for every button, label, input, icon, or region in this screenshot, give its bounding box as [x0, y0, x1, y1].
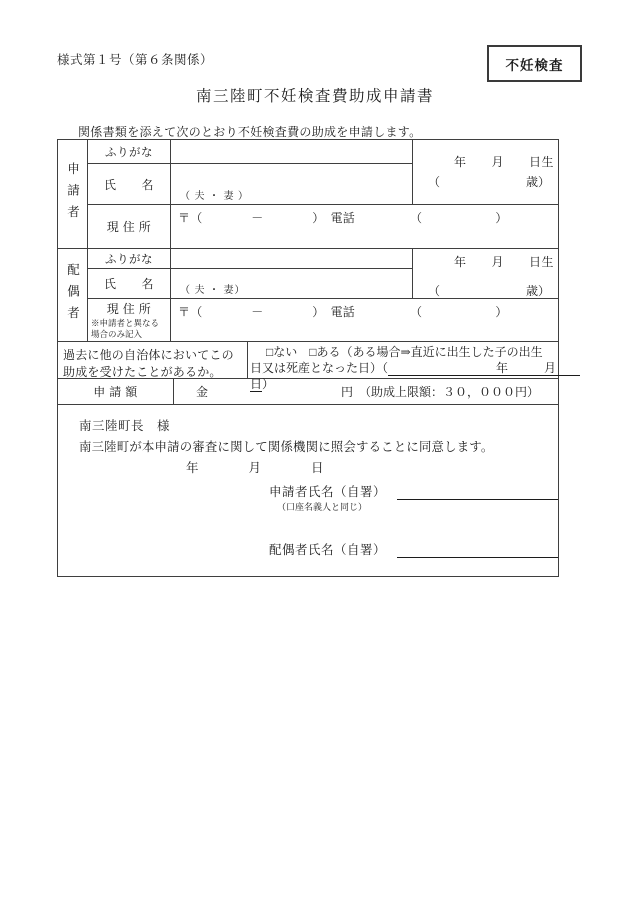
addressee-label: 南三陸町長 様	[79, 419, 171, 433]
spouse-birthdate-cell[interactable]	[413, 249, 558, 299]
history-answer-cell	[248, 342, 581, 391]
history-date-input[interactable]: 年 月 日	[250, 360, 581, 391]
intro-text: 関係書類を添えて次のとおり不妊検査費の助成を申請します。	[78, 125, 422, 139]
spouse-age-paren-open: （	[428, 284, 441, 298]
history-question-line2: 助成を受けたことがあるか。	[63, 365, 222, 380]
spouse-birthdate-label: 年 月 日生	[453, 255, 554, 269]
spouse-name-label: 氏 名	[88, 269, 171, 299]
page-title: 南三陸町不妊検査費助成申請書	[195, 88, 434, 105]
applicant-signature-input[interactable]	[397, 485, 558, 500]
spouse-address-line: 〒（ － ） 電話 （ ）	[178, 305, 508, 319]
history-date-suffix: ）	[262, 376, 275, 391]
history-date-prefix: 日又は死産となった日）（	[250, 360, 389, 375]
history-question-line1: 過去に他の自治体においてこの	[63, 348, 234, 362]
applicant-birthdate-cell[interactable]	[413, 140, 558, 205]
spouse-address-label: 現 住 所	[106, 302, 152, 317]
application-form-table	[57, 139, 581, 577]
spouse-furigana-input[interactable]	[171, 249, 413, 269]
spouse-address-input[interactable]	[171, 299, 558, 342]
form-number-label: 様式第１号（第６条関係）	[57, 53, 214, 67]
applicant-age-label: 歳）	[525, 175, 550, 189]
applicant-furigana-label: ふりがな	[88, 140, 171, 164]
spouse-couple-note: （ 夫 ・ 妻）	[180, 285, 246, 296]
spouse-signature-input[interactable]	[397, 543, 558, 558]
history-checkbox-yes[interactable]: □ある（ある場合⇒直近に出生した子の出生	[309, 345, 543, 359]
spouse-section-label: 配偶者	[65, 262, 80, 328]
applicant-couple-note: （ 夫 ・ 妻 ）	[180, 191, 249, 202]
history-question-cell	[58, 342, 248, 379]
infertility-test-tag-label: 不妊検査	[505, 57, 564, 73]
spouse-name-input[interactable]	[171, 269, 413, 299]
applicant-signature-label: 申請者氏名（自署）	[269, 485, 387, 499]
applicant-birthdate-label: 年 月 日生	[453, 155, 554, 169]
history-checkbox-no[interactable]: □ない	[266, 345, 298, 359]
amount-unit-and-cap: 円 （助成上限額：３０，０００円）	[341, 385, 540, 399]
applicant-furigana-input[interactable]	[171, 140, 413, 164]
consent-block	[58, 405, 558, 576]
amount-currency-prefix: 金	[196, 385, 209, 399]
applicant-signature-row	[269, 482, 558, 500]
amount-input-cell[interactable]	[174, 376, 558, 405]
applicant-signature-note: （口座名義人と同じ）	[277, 502, 368, 512]
consent-statement: 南三陸町が本申請の審査に関して関係機関に照会することに同意します。	[79, 440, 494, 454]
applicant-name-label: 氏 名	[88, 164, 171, 205]
spouse-section-label-cell	[58, 249, 88, 342]
spouse-address-label-cell	[88, 299, 171, 342]
spouse-address-note: ※申請者と異なる場合のみ記入	[91, 318, 160, 339]
applicant-section-label: 申請者	[65, 161, 80, 227]
amount-label: 申 請 額	[58, 379, 174, 405]
consent-date-field[interactable]: 年 月 日	[186, 461, 324, 475]
spouse-signature-row	[269, 540, 558, 558]
applicant-address-input[interactable]	[171, 205, 558, 249]
applicant-address-line: 〒（ － ） 電話 （ ）	[178, 211, 508, 225]
infertility-test-tag	[487, 45, 582, 82]
spouse-furigana-label: ふりがな	[88, 249, 171, 269]
spouse-signature-label: 配偶者氏名（自署）	[269, 543, 387, 557]
applicant-section-label-cell	[58, 140, 88, 249]
applicant-name-input[interactable]	[171, 164, 413, 205]
applicant-age-paren-open: （	[428, 175, 441, 189]
applicant-address-label: 現 住 所	[88, 205, 171, 249]
spouse-age-label: 歳）	[525, 284, 550, 298]
